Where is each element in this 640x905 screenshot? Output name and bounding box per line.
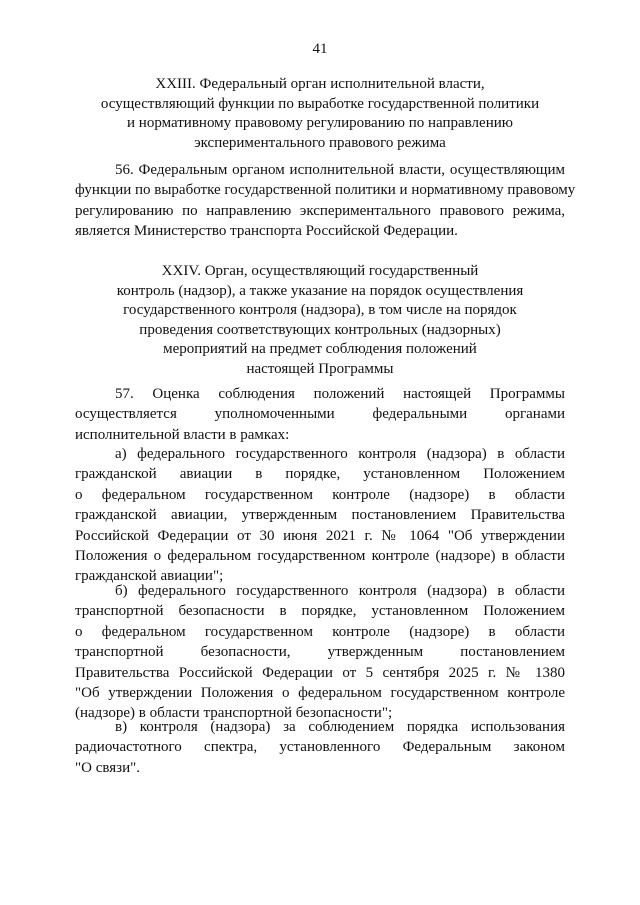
paragraph-line: функции по выработке государственной политики и нормативному правовому: [75, 182, 576, 199]
paragraph-line: гражданской авиации";: [75, 568, 224, 585]
section-23-title-line: осуществляющий функции по выработке государственной политики: [100, 95, 540, 112]
section-24-title-line: настоящей Программы: [246, 360, 394, 377]
paragraph-56: [75, 160, 576, 242]
paragraph-line: в) контроля (надзора) за соблюдением порядка использования: [115, 719, 565, 735]
paragraph-line: б) федерального государственного контроля (надзора) в области: [115, 583, 565, 599]
list-item-v: [75, 717, 565, 778]
paragraph-line: транспортной безопасности в порядке, установленном Положением: [75, 603, 565, 620]
paragraph-line: осуществляется уполномоченными федеральными органами: [75, 406, 565, 423]
paragraph-line: Правительства Российской Федерации от 5 сентября 2025 г. № 1380: [75, 664, 565, 681]
section-24-title-line: проведения соответствующих контрольных (надзорных): [139, 321, 501, 338]
paragraph-line: 57. Оценка соблюдения положений настоящей Программы: [115, 386, 565, 402]
section-24-title-line: государственного контроля (надзора), в том числе на порядок: [123, 302, 517, 318]
section-23-title: [75, 75, 565, 153]
paragraph-57: [75, 384, 565, 445]
paragraph-line: гражданской авиации, утвержденным постановлением Правительства: [75, 507, 565, 524]
paragraph-line: является Министерство транспорта Российской Федерации.: [75, 223, 458, 240]
section-24-title-line: мероприятий на предмет соблюдения положений: [163, 341, 477, 357]
paragraph-line: гражданской авиации в порядке, установленном Положением: [75, 466, 565, 483]
section-23-title-line: экспериментального правового режима: [194, 134, 446, 151]
paragraph-line: 56. Федеральным органом исполнительной власти, осуществляющим: [115, 162, 565, 178]
paragraph-line: (надзоре) в области транспортной безопасности";: [75, 705, 393, 722]
page-number: 41: [312, 41, 328, 57]
paragraph-line: транспортной безопасности, утвержденным постановлением: [75, 644, 565, 661]
paragraph-line: регулированию по направлению экспериментального правового режима,: [75, 202, 565, 219]
paragraph-line: радиочастотного спектра, установленного Федеральным законом: [75, 739, 565, 756]
list-item-b: [75, 581, 565, 724]
list-item-a: [75, 444, 565, 587]
section-24-title-line: XXIV. Орган, осуществляющий государственный: [161, 263, 479, 279]
paragraph-line: а) федерального государственного контроля (надзора) в области: [115, 446, 565, 462]
section-23-title-line: и нормативному правовому регулированию по направлению: [127, 115, 513, 131]
paragraph-line: о федеральном государственном контроле (надзоре) в области: [75, 623, 565, 640]
paragraph-line: Российской Федерации от 30 июня 2021 г. № 1064 "Об утверждении: [75, 527, 565, 544]
section-24-title-line: контроль (надзор), а также указание на порядок осуществления: [116, 282, 524, 299]
paragraph-line: о федеральном государственном контроле (надзоре) в области: [75, 486, 565, 503]
paragraph-line: исполнительной власти в рамках:: [75, 426, 290, 443]
paragraph-line: "Об утверждении Положения о федеральном государственном контроле: [75, 684, 565, 701]
paragraph-line: "О связи".: [75, 759, 140, 776]
paragraph-line: Положения о федеральном государственном контроле (надзоре) в области: [75, 547, 565, 564]
section-23-title-line: XXIII. Федеральный орган исполнительной власти,: [155, 76, 485, 92]
section-24-title: [75, 262, 565, 379]
